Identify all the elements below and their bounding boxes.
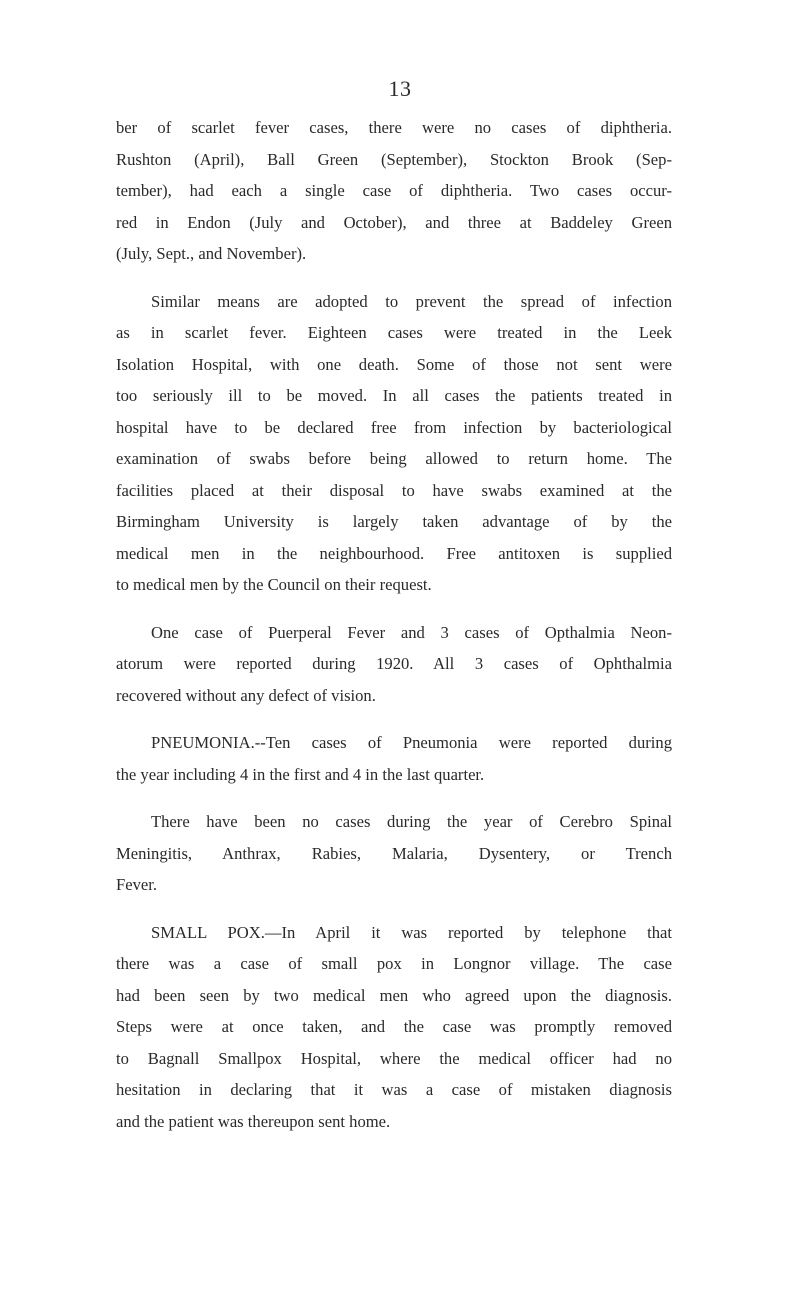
- paragraph-puerperal-fever: [116, 617, 672, 712]
- text-line: atorum were reported during 1920. All 3 cases of Ophthalmia: [116, 654, 672, 673]
- text-line: hospital have to be declared free from infection by bacteriological: [116, 417, 672, 437]
- text-line: (July, Sept., and November).: [116, 244, 307, 263]
- text-line: to Bagnall Smallpox Hospital, where the medical officer had no: [116, 1048, 672, 1068]
- page-number: 13: [388, 76, 412, 101]
- text-line: there was a case of small pox in Longnor village. The case: [116, 954, 672, 973]
- text-line: There have been no cases during the year of Cerebro Spinal: [151, 812, 672, 831]
- text-line: hesitation in declaring that it was a case of mistaken diagnosis: [116, 1080, 672, 1099]
- text-line: SMALL POX.—In April it was reported by telephone that: [151, 922, 672, 942]
- text-line: too seriously ill to be moved. In all cases the patients treated in: [116, 386, 672, 405]
- text-line: facilities placed at their disposal to have swabs examined at the: [116, 480, 672, 500]
- paragraph-pneumonia: [116, 727, 672, 790]
- text-line: medical men in the neighbourhood. Free antitoxen is supplied: [116, 543, 672, 563]
- text-line: Meningitis, Anthrax, Rabies, Malaria, Dysentery, or Trench: [116, 843, 672, 863]
- body-text: [116, 112, 672, 1153]
- text-line: recovered without any defect of vision.: [116, 685, 376, 705]
- text-line: tember), had each a single case of diphtheria. Two cases occur-: [116, 181, 672, 200]
- text-line: as in scarlet fever. Eighteen cases were treated in the Leek: [116, 323, 672, 342]
- text-line: One case of Puerperal Fever and 3 cases of Opthalmia Neon-: [151, 622, 672, 642]
- text-line: examination of swabs before being allowed to return home. The: [116, 449, 672, 468]
- text-line: to medical men by the Council on their request.: [116, 575, 432, 594]
- text-line: Isolation Hospital, with one death. Some of those not sent were: [116, 354, 672, 374]
- text-line: Rushton (April), Ball Green (September), Stockton Brook (Sep-: [116, 149, 672, 169]
- text-line: Steps were at once taken, and the case was promptly removed: [116, 1017, 672, 1036]
- text-line: the year including 4 in the first and 4 in the last quarter.: [116, 764, 485, 784]
- text-line: ber of scarlet fever cases, there were no cases of diphtheria.: [116, 118, 672, 137]
- text-line: had been seen by two medical men who agreed upon the diagnosis.: [116, 985, 672, 1005]
- paragraph-other-diseases: [116, 806, 672, 901]
- paragraph-diphtheria-cases: [116, 112, 672, 270]
- text-line: red in Endon (July and October), and three at Baddeley Green: [116, 212, 672, 232]
- paragraph-infection-prevention: [116, 286, 672, 601]
- paragraph-small-pox: [116, 917, 672, 1138]
- text-line: PNEUMONIA.--Ten cases of Pneumonia were reported during: [151, 733, 672, 752]
- text-line: Similar means are adopted to prevent the spread of infection: [151, 291, 672, 311]
- text-line: Fever.: [116, 875, 158, 894]
- text-line: and the patient was thereupon sent home.: [116, 1111, 391, 1131]
- text-line: Birmingham University is largely taken advantage of by the: [116, 512, 672, 531]
